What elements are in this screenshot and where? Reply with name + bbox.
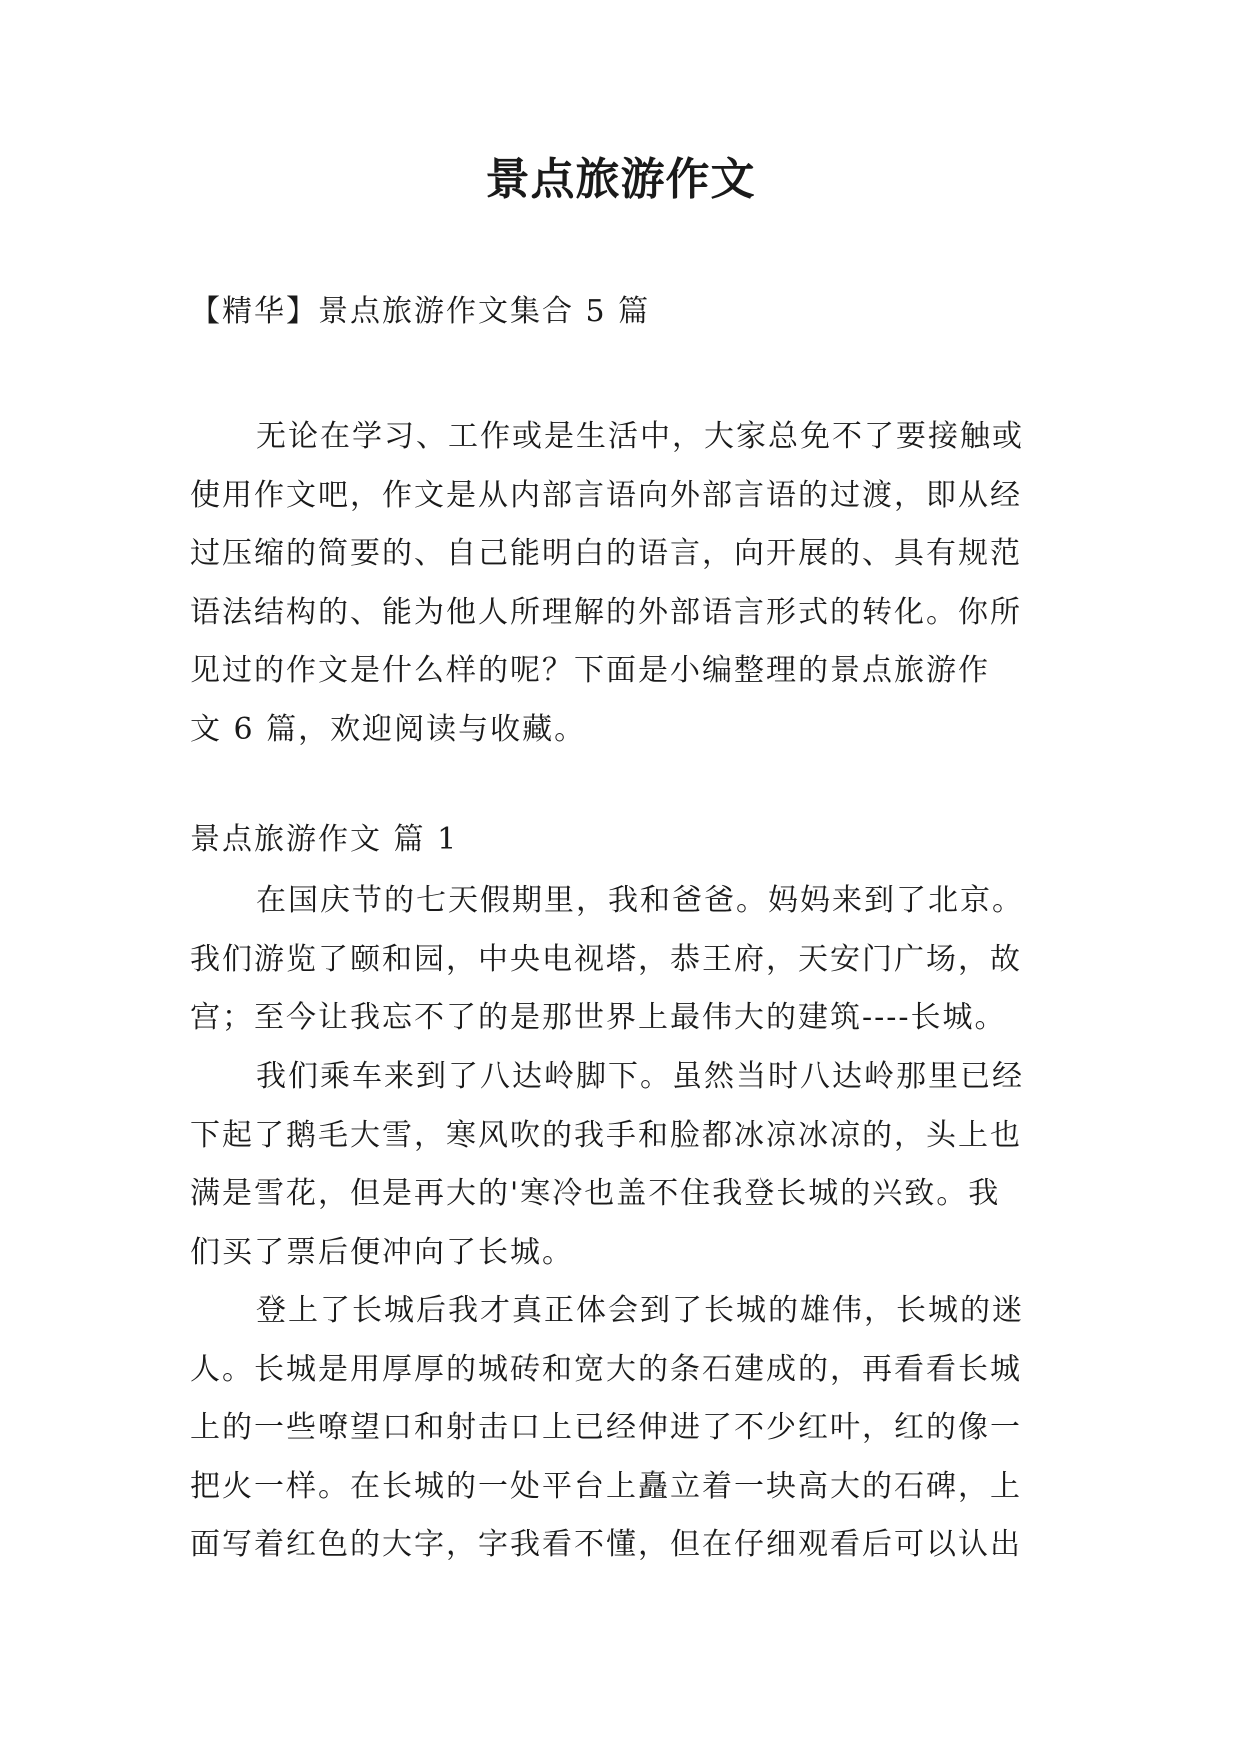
intro-paragraph <box>190 408 1070 759</box>
essay-paragraph-2 <box>190 1048 1070 1282</box>
intro-line: 使用作文吧，作文是从内部言语向外部言语的过渡，即从经 <box>190 477 1022 513</box>
document-subtitle: 【精华】景点旅游作文集合 5 篇 <box>190 294 651 329</box>
paragraph-line: 们买了票后便冲向了长城。 <box>190 1234 574 1270</box>
paragraph-line: 把火一样。在长城的一处平台上矗立着一块高大的石碑，上 <box>190 1468 1022 1504</box>
intro-line: 过压缩的简要的、自己能明白的语言，向开展的、具有规范 <box>190 536 1022 571</box>
paragraph-line: 下起了鹅毛大雪，寒风吹的我手和脸都冰凉冰凉的，头上也 <box>190 1117 1022 1153</box>
paragraph-line: 上的一些嘹望口和射击口上已经伸进了不少红叶，红的像一 <box>190 1410 1022 1445</box>
essay-paragraph-3 <box>190 1282 1070 1575</box>
paragraph-line: 登上了长城后我才真正体会到了长城的雄伟，长城的迷 <box>256 1293 1024 1328</box>
intro-line: 语法结构的、能为他人所理解的外部语言形式的转化。你所 <box>190 594 1022 630</box>
paragraph-line: 满是雪花，但是再大的'寒冷也盖不住我登长城的兴致。我 <box>190 1176 1001 1211</box>
section-heading: 景点旅游作文 篇 1 <box>190 822 459 857</box>
paragraph-line: 面写着红色的大字，字我看不懂，但在仔细观看后可以认出 <box>190 1527 1022 1562</box>
paragraph-line: 人。长城是用厚厚的城砖和宽大的条石建成的，再看看长城 <box>190 1351 1022 1387</box>
document-title: 景点旅游作文 <box>485 154 756 205</box>
intro-line: 见过的作文是什么样的呢？下面是小编整理的景点旅游作 <box>190 653 990 688</box>
paragraph-line: 我们游览了颐和园，中央电视塔，恭王府，天安门广场，故 <box>190 941 1022 977</box>
paragraph-line: 我们乘车来到了八达岭脚下。虽然当时八达岭那里已经 <box>256 1059 1024 1094</box>
intro-line: 文 6 篇，欢迎阅读与收藏。 <box>190 711 587 747</box>
paragraph-line: 在国庆节的七天假期里，我和爸爸。妈妈来到了北京。 <box>256 883 1024 918</box>
paragraph-line: 宫；至今让我忘不了的是那世界上最伟大的建筑----长城。 <box>190 1000 1007 1035</box>
essay-paragraph-1 <box>190 872 1070 1048</box>
intro-line: 无论在学习、工作或是生活中，大家总免不了要接触或 <box>256 419 1024 454</box>
